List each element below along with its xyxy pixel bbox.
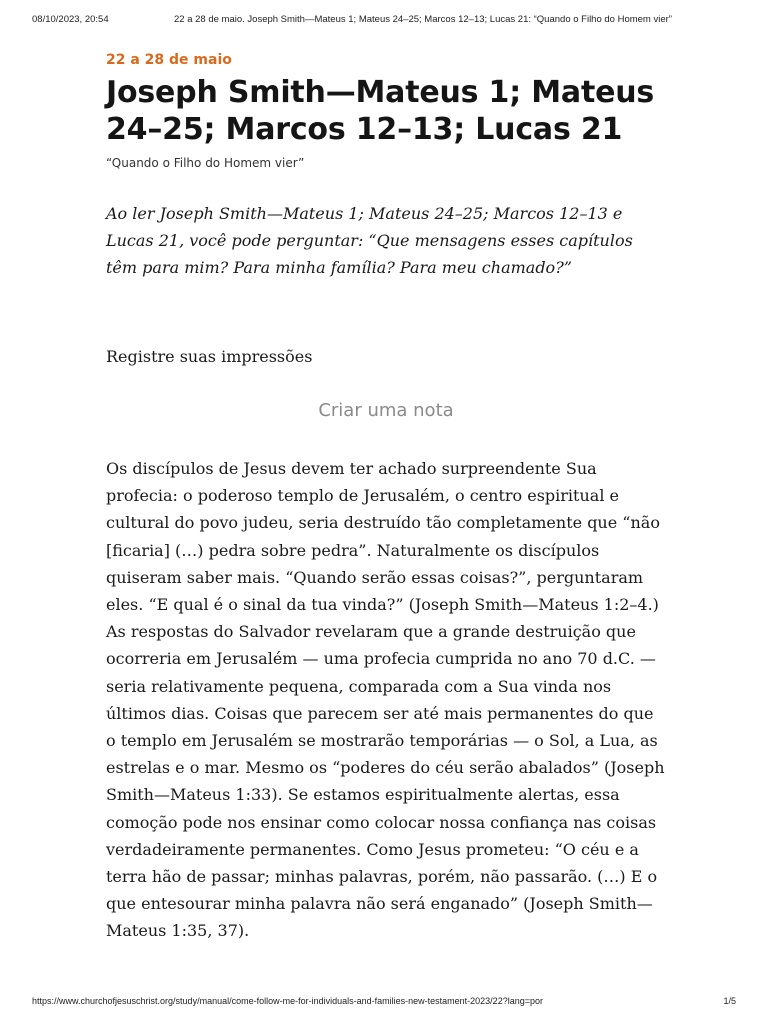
print-url: https://www.churchofjesuschrist.org/study/manual/come-follow-me-for-individuals-and-families-new-testament-2023/22?lang=por xyxy=(32,996,543,1006)
week-label: 22 a 28 de maio xyxy=(106,52,232,68)
print-page-title: 22 a 28 de maio. Joseph Smith—Mateus 1; Mateus 24–25; Marcos 12–13; Lucas 21: “Quando o Filho do Homem vier” xyxy=(174,14,672,25)
print-footer xyxy=(32,996,736,1006)
create-note-button[interactable]: Criar uma nota xyxy=(318,400,454,421)
intro-paragraph: Ao ler Joseph Smith—Mateus 1; Mateus 24–25; Marcos 12–13 e Lucas 21, você pode perguntar: “Que mensagens esses capítulos têm para mim? Para minha família? Para meu chamado?” xyxy=(106,204,633,277)
print-header xyxy=(32,14,736,25)
lesson-title: Joseph Smith—Mateus 1; Mateus 24–25; Marcos 12–13; Lucas 21 xyxy=(106,75,655,147)
print-datetime: 08/10/2023, 20:54 xyxy=(32,14,109,25)
impressions-label: Registre suas impressões xyxy=(106,347,313,366)
lesson-content xyxy=(106,52,666,961)
body-paragraph: Os discípulos de Jesus devem ter achado surpreendente Sua profecia: o poderoso templo de Jerusalém, o centro espiritual e cultural do povo judeu, seria destruído tão completamente que “não [ficaria] (…) pedra sobre pedra”. Naturalmente os discípulos quiseram saber mais. “Quando serão essas coisas?”, perguntaram eles. “E qual é o sinal da tua vinda?” (Joseph Smith—Mateus 1:2–4.) As respostas do Salvador revelaram que a grande destruição que ocorreria em Jerusalém — uma profecia cumprida no ano 70 d.C. — seria relativamente pequena, comparada com a Sua vinda nos últimos dias. Coisas que parecem ser até mais permanentes do que o templo em Jerusalém se mostrarão temporárias — o Sol, a Lua, as estrelas e o mar. Mesmo os “poderes do céu serão abalados” (Joseph Smith—Mateus 1:33). Se estamos espiritualmente alertas, essa comoção pode nos ensinar como colocar nossa confiança nas coisas verdadeiramente permanentes. Como Jesus prometeu: “O céu e a terra hão de passar; minhas palavras, porém, não passarão. (…) E o que entesourar minha palavra não será enganado” (Joseph Smith—Mateus 1:35, 37). xyxy=(106,459,665,941)
page-number: 1/5 xyxy=(723,996,736,1006)
lesson-subtitle: “Quando o Filho do Homem vier” xyxy=(106,156,305,170)
